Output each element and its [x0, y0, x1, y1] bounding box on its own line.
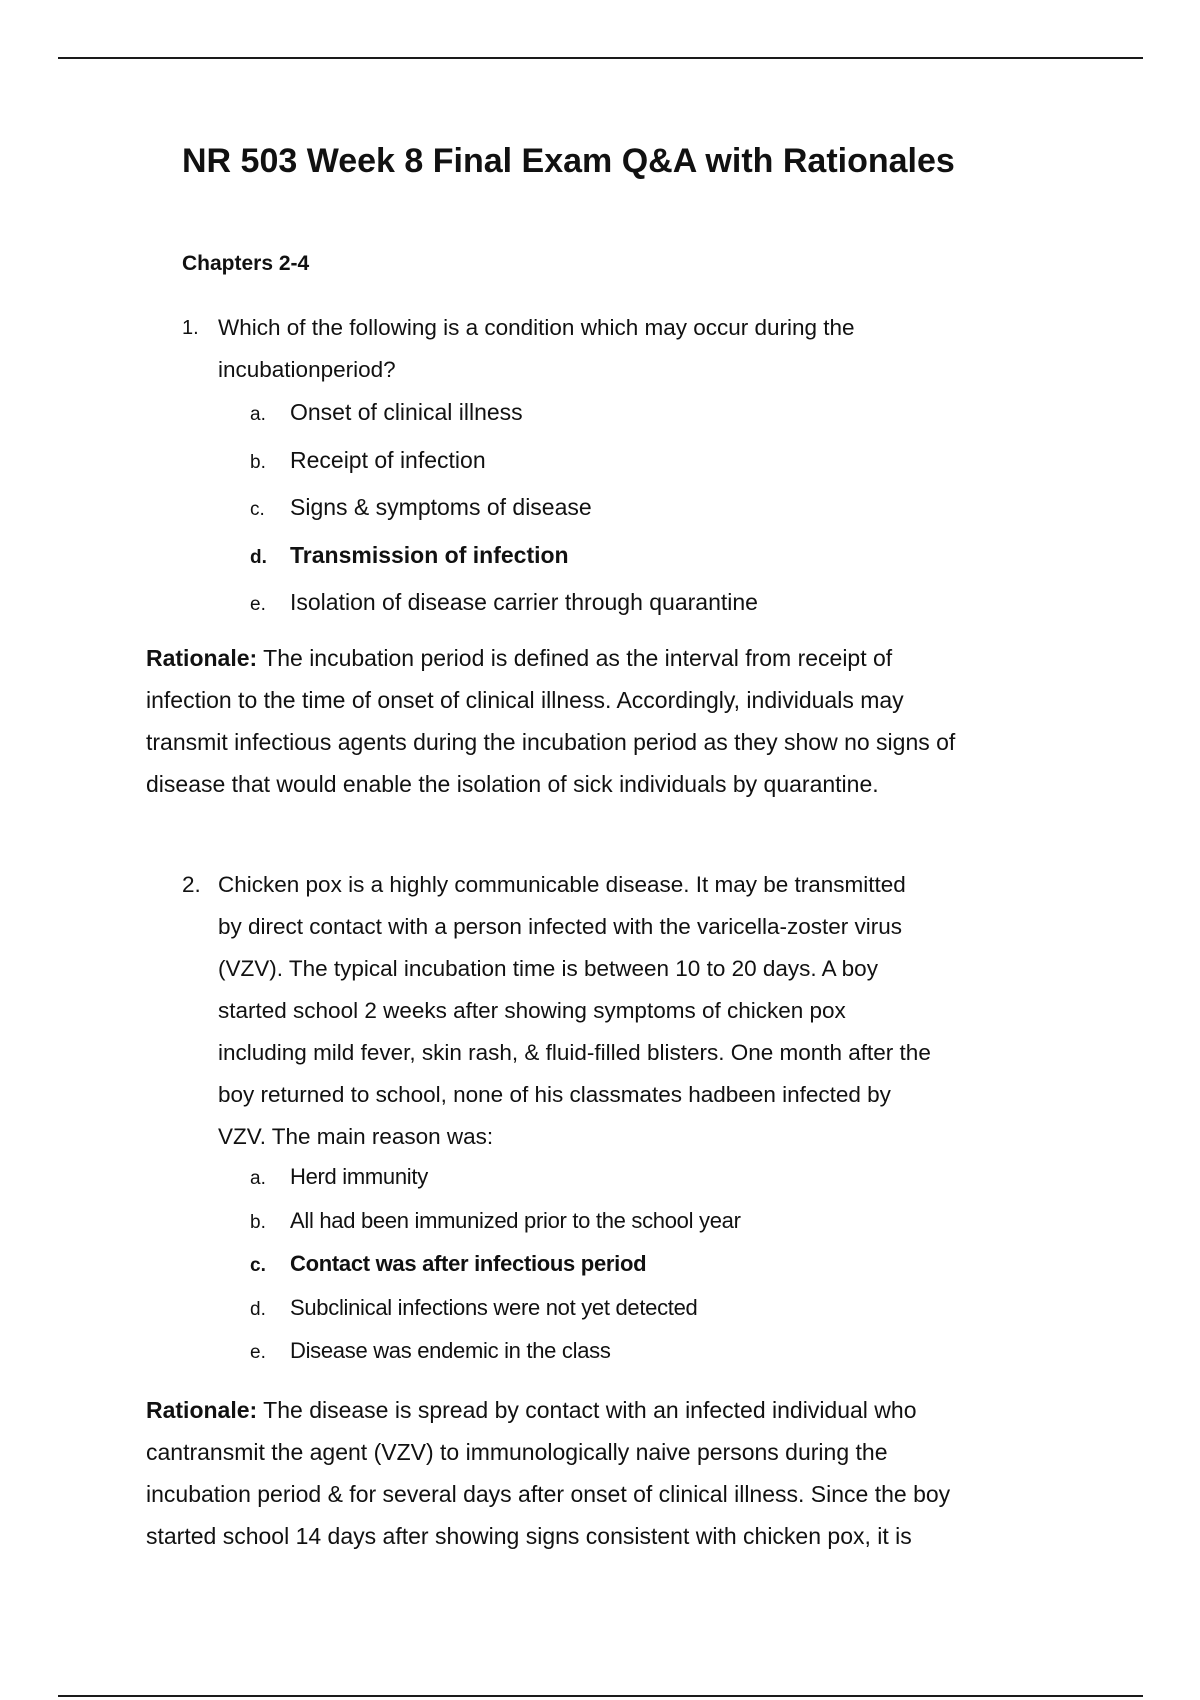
question-line: incubationperiod?: [218, 357, 396, 382]
option-letter: c.: [250, 499, 265, 520]
option-text: Subclinical infections were not yet detected: [290, 1294, 698, 1320]
rationale-2: [146, 1389, 1116, 1557]
answer-option-correct: [250, 1244, 1100, 1288]
answer-options-1: [250, 392, 1100, 630]
rationale-line: [146, 1389, 1116, 1431]
answer-option: [250, 582, 1100, 630]
answer-option: [250, 1201, 1100, 1245]
option-text: Transmission of infection: [290, 541, 569, 568]
option-letter: e.: [250, 1342, 266, 1363]
option-text: Herd immunity: [290, 1164, 428, 1189]
question-number: 1.: [182, 317, 199, 339]
option-letter: d.: [250, 1298, 266, 1320]
answer-options-2: [250, 1157, 1100, 1375]
question-line: (VZV). The typical incubation time is between 10 to 20 days. A boy: [218, 956, 878, 981]
rationale-line: transmit infectious agents during the incubation period as they show no signs of: [146, 729, 956, 755]
rationale-text: The disease is spread by contact with an infected individual who: [263, 1397, 917, 1423]
option-text: Signs & symptoms of disease: [290, 494, 592, 520]
question-line: by direct contact with a person infected with the varicella-zoster virus: [218, 914, 903, 939]
question-line: started school 2 weeks after showing symptoms of chicken pox: [218, 998, 846, 1023]
answer-option: [250, 487, 1100, 535]
option-letter: b.: [250, 451, 266, 473]
answer-option: [250, 1331, 1100, 1375]
option-text: Disease was endemic in the class: [290, 1338, 611, 1363]
answer-option: [250, 1157, 1100, 1201]
question-2: [182, 864, 1102, 1158]
question-text: [218, 307, 1102, 391]
bottom-rule: [58, 1695, 1143, 1697]
top-rule: [58, 57, 1143, 59]
rationale-1: [146, 637, 1116, 805]
rationale-line: [146, 637, 1116, 679]
question-line: including mild fever, skin rash, & fluid-filled blisters. One month after the: [218, 1040, 931, 1065]
option-text: All had been immunized prior to the school year: [290, 1207, 741, 1233]
question-line: boy returned to school, none of his classmates hadbeen infected by: [218, 1082, 891, 1107]
question-text: [218, 864, 1102, 1158]
option-text: Contact was after infectious period: [290, 1251, 647, 1276]
option-letter: c.: [250, 1255, 266, 1276]
option-letter: a.: [250, 404, 266, 425]
option-letter: e.: [250, 594, 266, 615]
rationale-label: Rationale:: [146, 645, 258, 671]
option-letter: d.: [250, 546, 267, 568]
rationale-line: infection to the time of onset of clinical illness. Accordingly, individuals may: [146, 687, 904, 713]
rationale-line: disease that would enable the isolation of sick individuals by quarantine.: [146, 771, 879, 797]
question-number: 2.: [182, 872, 201, 897]
question-line: VZV. The main reason was:: [218, 1124, 494, 1149]
option-text: Receipt of infection: [290, 446, 486, 473]
rationale-line: cantransmit the agent (VZV) to immunologically naive persons during the: [146, 1439, 888, 1465]
answer-option: [250, 440, 1100, 488]
page-title: NR 503 Week 8 Final Exam Q&A with Rationales: [182, 142, 955, 180]
option-letter: a.: [250, 1168, 266, 1189]
answer-option-correct: [250, 535, 1100, 583]
question-line: Which of the following is a condition which may occur during the: [218, 315, 855, 340]
rationale-label: Rationale:: [146, 1397, 258, 1423]
rationale-text: The incubation period is defined as the interval from receipt of: [263, 645, 893, 671]
question-1: [182, 307, 1102, 391]
option-text: Onset of clinical illness: [290, 399, 523, 425]
section-heading: Chapters 2-4: [182, 252, 310, 275]
question-line: Chicken pox is a highly communicable disease. It may be transmitted: [218, 872, 906, 897]
answer-option: [250, 1288, 1100, 1332]
answer-option: [250, 392, 1100, 440]
option-letter: b.: [250, 1211, 266, 1233]
rationale-line: started school 14 days after showing signs consistent with chicken pox, it is: [146, 1523, 912, 1549]
option-text: Isolation of disease carrier through quarantine: [290, 589, 758, 615]
rationale-line: incubation period & for several days after onset of clinical illness. Since the boy: [146, 1481, 951, 1507]
